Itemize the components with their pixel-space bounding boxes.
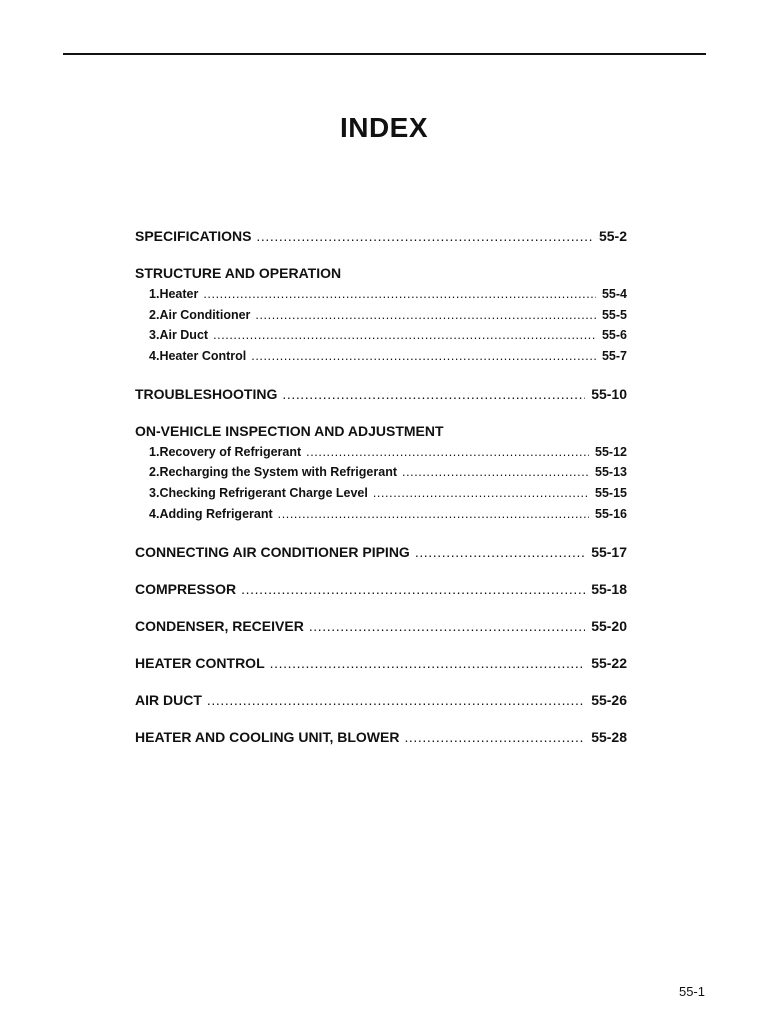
dot-leader xyxy=(402,462,589,483)
toc-entry-troubleshooting[interactable] xyxy=(135,384,627,404)
toc-subentry-title: Heater Control xyxy=(159,349,247,364)
toc-section-structure-and-operation: STRUCTURE AND OPERATION xyxy=(135,265,342,281)
toc-subentry-page: 55-15 xyxy=(595,486,627,501)
toc-entry-condenser-receiver[interactable] xyxy=(135,616,627,636)
toc-entry-specifications[interactable] xyxy=(135,226,627,246)
toc-section-on-vehicle-inspection: ON-VEHICLE INSPECTION AND ADJUSTMENT xyxy=(135,422,444,439)
dot-leader xyxy=(207,690,585,710)
toc-subentry-recovery-of-refrigerant[interactable] xyxy=(135,442,627,463)
toc-entry-heater-cooling-unit-blower[interactable] xyxy=(135,727,627,747)
toc-subentry-number: 4. xyxy=(149,506,160,521)
dot-leader xyxy=(404,727,585,747)
toc-entry-page: 55-26 xyxy=(591,691,627,708)
toc-subentry-air-conditioner[interactable] xyxy=(135,305,627,326)
toc-subentry-heater-control[interactable] xyxy=(135,346,627,367)
toc-entry-title: SPECIFICATIONS xyxy=(135,228,252,244)
toc-subentry-heater[interactable] xyxy=(135,284,627,305)
toc-subentry-number: 1. xyxy=(149,287,160,301)
toc-entry-air-duct[interactable] xyxy=(135,690,627,710)
toc-subentry-air-duct[interactable] xyxy=(135,325,627,346)
dot-leader xyxy=(309,616,585,636)
toc-entry-title: CONDENSER, RECEIVER xyxy=(135,617,304,634)
dot-leader xyxy=(270,653,586,673)
toc-subentry-number: 4. xyxy=(149,349,160,364)
dot-leader xyxy=(306,442,589,463)
toc-subentry-checking-charge-level[interactable] xyxy=(135,483,627,504)
toc-subentry-title: Adding Refrigerant xyxy=(159,506,273,521)
toc-subentry-number: 1. xyxy=(149,444,160,459)
toc-entry-title: HEATER CONTROL xyxy=(135,654,265,671)
toc-entry-page: 55-28 xyxy=(591,728,627,745)
toc-subentry-page: 55-12 xyxy=(595,444,627,459)
dot-leader xyxy=(415,542,585,562)
toc-entry-title: AIR DUCT xyxy=(135,691,202,708)
toc-subentry-title: Recharging the System with Refrigerant xyxy=(159,465,397,480)
toc-entry-compressor[interactable] xyxy=(135,579,627,599)
toc-subentry-page: 55-4 xyxy=(601,287,627,301)
toc-entry-title: COMPRESSOR xyxy=(135,580,237,597)
toc-subentry-title: Recovery of Refrigerant xyxy=(159,444,302,459)
toc-entry-page: 55-20 xyxy=(591,617,627,634)
dot-leader xyxy=(251,346,596,367)
toc-subentry-page: 55-7 xyxy=(601,349,627,364)
toc-entry-page: 55-17 xyxy=(591,543,627,560)
page-number: 55-1 xyxy=(678,984,705,999)
toc-subentry-number: 3. xyxy=(149,328,160,343)
dot-leader xyxy=(241,579,585,599)
toc-entry-page: 55-2 xyxy=(598,228,627,244)
dot-leader xyxy=(278,504,589,525)
dot-leader xyxy=(256,226,593,246)
toc-entry-page: 55-18 xyxy=(591,580,627,597)
toc-entry-title: TROUBLESHOOTING xyxy=(135,385,278,402)
toc-subentry-page: 55-13 xyxy=(595,465,627,480)
top-rule xyxy=(63,53,706,55)
toc-entry-connecting-piping[interactable] xyxy=(135,542,627,562)
toc-subentry-title: Checking Refrigerant Charge Level xyxy=(159,486,368,501)
toc-subentry-recharging-the-system[interactable] xyxy=(135,462,627,483)
dot-leader xyxy=(255,305,596,326)
toc-subentry-title: Air Duct xyxy=(159,328,209,343)
toc-entry-heater-control[interactable] xyxy=(135,653,627,673)
toc-subentry-number: 2. xyxy=(149,465,160,480)
toc-entry-page: 55-10 xyxy=(591,385,627,402)
toc-subentry-page: 55-6 xyxy=(601,328,627,343)
dot-leader xyxy=(373,483,589,504)
toc-subentry-number: 3. xyxy=(149,486,160,501)
toc-subentry-number: 2. xyxy=(149,307,160,322)
toc-entry-title: CONNECTING AIR CONDITIONER PIPING xyxy=(135,543,410,560)
toc-entry-title: HEATER AND COOLING UNIT, BLOWER xyxy=(135,728,400,745)
toc-subentry-title: Air Conditioner xyxy=(159,307,251,322)
table-of-contents xyxy=(135,226,627,747)
dot-leader xyxy=(282,384,585,404)
dot-leader xyxy=(213,325,596,346)
page-title: INDEX xyxy=(339,112,429,143)
toc-entry-page: 55-22 xyxy=(591,654,627,671)
toc-subentry-adding-refrigerant[interactable] xyxy=(135,504,627,525)
dot-leader xyxy=(203,284,596,305)
toc-subentry-page: 55-16 xyxy=(595,506,627,521)
toc-subentry-page: 55-5 xyxy=(601,307,627,322)
toc-subentry-title: Heater xyxy=(159,287,199,301)
